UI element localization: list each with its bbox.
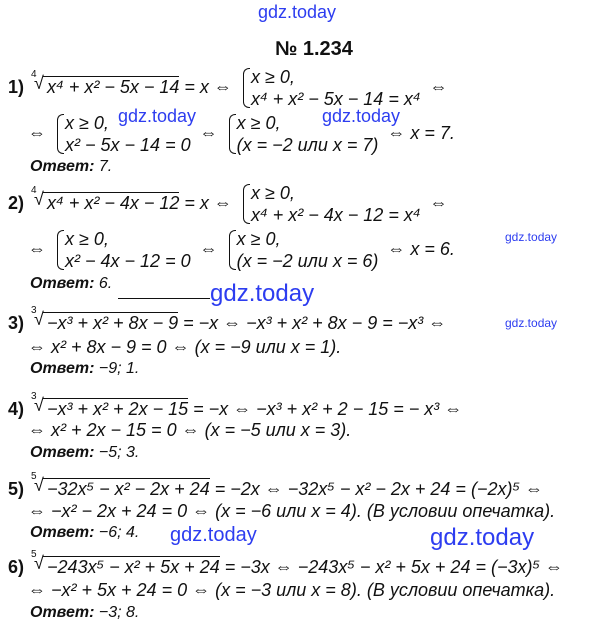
problem-4-line1-tail: = −x ⇔ −x³ + x² + 2 − 15 = − x³ ⇔ [193, 399, 463, 419]
problem-4-answer-label: Ответ: [30, 444, 95, 461]
problem-6-line-2: ⇔ −x² + 5x + 24 = 0 ⇔ (x = −3 или x = 8). (В условии опечатка). [28, 580, 556, 600]
problem-1-sys2-row-1: x ≥ 0, [65, 113, 109, 133]
problem-1-number: 1) [8, 76, 25, 97]
watermark-3: gdz.today [505, 230, 558, 244]
problem-1-system-3 [227, 112, 379, 156]
problem-4-radical [31, 391, 189, 420]
problem-5-radical [31, 471, 210, 500]
problem-2-answer [30, 275, 112, 293]
problem-2-eq-tail: = x ⇔ [184, 192, 232, 213]
problem-6-line1-tail: = −3x ⇔ −243x⁵ − x² + 5x + 24 = (−3x)⁵ ⇔ [224, 557, 564, 577]
problem-1-radicand: x⁴ + x² − 5x − 14 [47, 76, 180, 97]
problem-number-title: № 1.234 [275, 38, 353, 60]
problem-2-sys3-row-2: (x = −2 или x = 6) [236, 251, 379, 271]
problem-3-radical [31, 305, 179, 334]
watermark-6: gdz.today [170, 524, 257, 546]
problem-6-answer [30, 604, 139, 622]
problem-2-root-index: √ 4 [31, 184, 37, 196]
problem-4-line-2: ⇔ x² + 2x − 15 = 0 ⇔ (x = −5 или x = 3). [28, 420, 352, 440]
problem-1-radical [31, 68, 180, 98]
problem-6-root-index: √ 5 [31, 549, 37, 560]
problem-1-lead-arrow: ⇔ [28, 122, 46, 143]
problem-3-answer-value: −9; 1. [98, 360, 140, 377]
problem-1-result: ⇔ x = 7. [387, 122, 455, 143]
problem-1-eq-tail: = x ⇔ [184, 76, 232, 97]
problem-5-answer-value: −6; 4. [98, 524, 140, 541]
problem-3-line1-tail: = −x ⇔ −x³ + x² + 8x − 9 = −x³ ⇔ [183, 313, 447, 333]
problem-6-radical [31, 549, 220, 578]
problem-1-system-2 [55, 112, 191, 156]
separator-line [118, 298, 210, 299]
problem-1-mid-arrow: ⇔ [199, 122, 218, 143]
problem-3-answer-label: Ответ: [30, 360, 95, 377]
problem-4-radicand: −x³ + x² + 2x − 15 [47, 399, 189, 419]
watermark-1: gdz.today [118, 106, 197, 126]
problem-6-radicand: −243x⁵ − x² + 5x + 24 [47, 557, 220, 577]
problem-1-answer [30, 158, 112, 176]
problem-1-line-2 [8, 112, 455, 156]
problem-2-radicand: x⁴ + x² − 4x − 12 [47, 192, 180, 213]
problem-2-system-3 [227, 228, 379, 272]
problem-1-sys1-row-2: x⁴ + x² − 5x − 14 = x⁴ [250, 89, 421, 109]
problem-3-number: 3) [8, 313, 25, 333]
problem-3-line-2: ⇔ x² + 8x − 9 = 0 ⇔ (x = −9 или x = 1). [28, 337, 342, 357]
problem-2-line-2 [8, 228, 455, 272]
problem-3-root-index: √ 3 [31, 305, 37, 316]
problem-1-answer-value: 7. [98, 158, 113, 175]
problem-3-line-1 [8, 305, 447, 334]
watermark-4: gdz.today [210, 280, 315, 307]
problem-5-root-index: √ 5 [31, 471, 37, 482]
problem-2-sys1-row-1: x ≥ 0, [250, 183, 295, 203]
problem-3-radicand: −x³ + x² + 8x − 9 [47, 313, 179, 333]
problem-2-after1: ⇔ [429, 192, 448, 213]
problem-6-answer-label: Ответ: [30, 604, 95, 621]
problem-2-lead-arrow: ⇔ [28, 238, 46, 259]
problem-2-answer-value: 6. [98, 275, 113, 292]
problem-2-mid-arrow: ⇔ [199, 238, 218, 259]
problem-1-line-1 [8, 66, 448, 110]
problem-1-sys3-row-2: (x = −2 или x = 7) [236, 135, 379, 155]
problem-2-sys1-row-2: x⁴ + x² − 4x − 12 = x⁴ [250, 205, 421, 225]
problem-5-line1-tail: = −2x ⇔ −32x⁵ − x² − 2x + 24 = (−2x)⁵ ⇔ [214, 479, 544, 499]
problem-5-answer [30, 524, 139, 542]
problem-2-line-1 [8, 182, 448, 226]
problem-4-answer [30, 444, 139, 462]
problem-1-answer-label: Ответ: [30, 158, 95, 175]
problem-6-answer-value: −3; 8. [98, 604, 140, 621]
watermark-2: gdz.today [322, 106, 401, 126]
problem-2-answer-label: Ответ: [30, 275, 95, 292]
problem-5-radicand: −32x⁵ − x² − 2x + 24 [47, 479, 210, 499]
problem-5-number: 5) [8, 479, 25, 499]
problem-2-system-2 [55, 228, 191, 272]
watermark-top: gdz.today [258, 2, 337, 22]
watermark-7: gdz.today [430, 524, 535, 551]
problem-5-line-2: ⇔ −x² − 2x + 24 = 0 ⇔ (x = −6 или x = 4). (В условии опечатка). [28, 501, 556, 521]
problem-2-radical [31, 184, 180, 214]
problem-1-after1: ⇔ [429, 76, 448, 97]
problem-4-number: 4) [8, 399, 25, 419]
problem-1-sys2-row-2: x² − 5x − 14 = 0 [65, 135, 191, 155]
problem-2-number: 2) [8, 192, 25, 213]
problem-1-root-index: √ 4 [31, 68, 37, 80]
problem-2-result: ⇔ x = 6. [387, 238, 455, 259]
problem-3-answer [30, 360, 139, 378]
watermark-5: gdz.today [505, 316, 558, 330]
problem-6-line-1 [8, 549, 564, 578]
problem-1-sys1-row-1: x ≥ 0, [250, 67, 295, 87]
problem-1-sys3-row-1: x ≥ 0, [236, 113, 281, 133]
problem-2-sys3-row-1: x ≥ 0, [236, 229, 281, 249]
problem-4-root-index: √ 3 [31, 391, 37, 402]
problem-5-answer-label: Ответ: [30, 524, 95, 541]
problem-2-sys2-row-2: x² − 4x − 12 = 0 [65, 251, 191, 271]
problem-1-system-1 [241, 66, 421, 110]
problem-6-number: 6) [8, 557, 25, 577]
problem-2-sys2-row-1: x ≥ 0, [65, 229, 109, 249]
problem-5-line-1 [8, 471, 544, 500]
problem-2-system-1 [241, 182, 421, 226]
problem-4-line-1 [8, 391, 463, 420]
problem-4-answer-value: −5; 3. [98, 444, 140, 461]
